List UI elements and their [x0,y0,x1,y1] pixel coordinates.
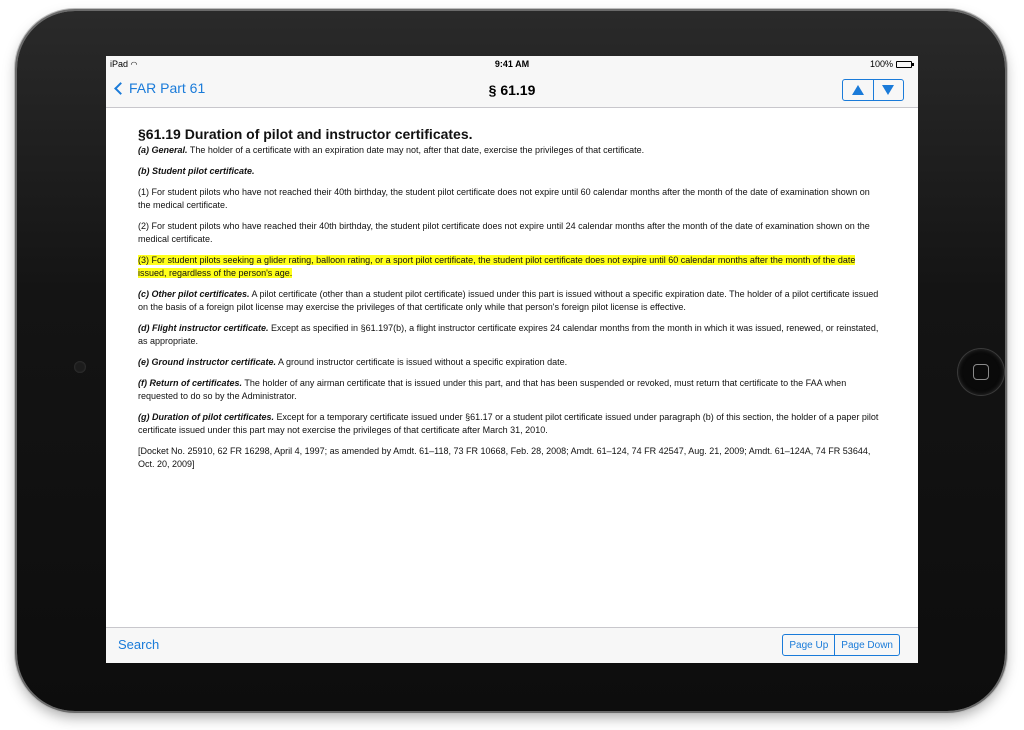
paragraph-d-text: Except as specified in §61.197(b), a flight instructor certificate expires 24 calendar months from the month in which it was issued, renewed, or reinstated, as appropriate. [138,323,879,346]
nav-bar [106,72,918,108]
wifi-icon: ◠ [130,60,138,69]
battery-icon [896,61,912,68]
paragraph-b2: (2) For student pilots who have reached their 40th birthday, the student pilot certificate does not expire until 24 calendar months after the month of the date of examination shown on the medical certificate. [138,221,870,244]
status-time: 9:41 AM [494,59,530,69]
camera-icon [74,361,86,373]
paragraph-b-label: (b) Student pilot certificate. [138,166,255,176]
arrow-down-icon [882,85,894,95]
page-up-button[interactable]: Page Up [783,635,834,655]
arrow-up-icon [852,85,864,95]
document-content [138,126,884,479]
bottom-toolbar [106,627,918,663]
paragraph-c-label: (c) Other pilot certificates. [138,289,250,299]
paragraph-a-text: The holder of a certificate with an expiration date may not, after that date, exercise the privileges of that certificate. [187,145,645,155]
paragraph-e-text: A ground instructor certificate is issued without a specific expiration date. [276,357,568,367]
paragraph-d-label: (d) Flight instructor certificate. [138,323,269,333]
paragraph-a [138,144,884,157]
highlighted-text: (3) For student pilots seeking a glider rating, balloon rating, or a sport pilot certificate, the student pilot certificate does not expire until 60 calendar months after the month of the date issued, regardless of the person's age. [138,255,856,278]
paragraph-b1: (1) For student pilots who have not reached their 40th birthday, the student pilot certificate does not expire until 60 calendar months after the month of the date of examination shown on the medical certificate. [138,187,870,210]
paragraph-b3 [138,254,884,280]
paragraph-e-label: (e) Ground instructor certificate. [138,357,277,367]
device-label: iPad [110,59,129,69]
status-bar [106,56,918,72]
paragraph-c-text: A pilot certificate (other than a student pilot certificate) issued under this part is issued without a specific expiration date. The holder of a pilot certificate issued on the basis of a foreign pilot license may exercise the privileges of that certificate only while that person's foreign pilot license is effective. [138,289,879,312]
page-title: § 61.19 [488,82,536,98]
paragraph-c [138,288,884,314]
back-button-label: FAR Part 61 [129,80,206,96]
search-button[interactable]: Search [118,637,160,652]
paragraph-e [138,356,884,369]
home-square-icon [973,364,989,380]
docket-citation: [Docket No. 25910, 62 FR 16298, April 4, 1997; as amended by Amdt. 61–118, 73 FR 10668, Feb. 28, 2008; Amdt. 61–124, 74 FR 42547, Aug. 21, 2009; Amdt. 61–124A, 74 FR 53644, Oct. 20, 2009] [138,446,871,469]
previous-section-button[interactable] [843,80,873,100]
next-section-button[interactable] [873,80,904,100]
paragraph-d [138,322,884,348]
section-heading: §61.19 Duration of pilot and instructor certificates. [138,126,473,142]
paragraph-f-label: (f) Return of certificates. [138,378,243,388]
section-nav-control [842,79,904,101]
paragraph-b [138,165,884,178]
paragraph-a-label: (a) General. [138,145,188,155]
screen [106,56,918,663]
paragraph-g [138,411,884,437]
paragraph-g-text: Except for a temporary certificate issued under §61.17 or a student pilot certificate issued under paragraph (b) of this section, the holder of a paper pilot certificate issued under this part may not exercise the privileges of that certificate after March 31, 2010. [138,412,879,435]
page-buttons [782,634,900,656]
home-button[interactable] [958,349,1004,395]
status-right [870,59,912,69]
paragraph-f-text: The holder of any airman certificate that is issued under this part, and that has been suspended or revoked, must return that certificate to the FAA when requested to do so by the Administrator. [138,378,847,401]
paragraph-f [138,377,884,403]
paragraph-g-label: (g) Duration of pilot certificates. [138,412,275,422]
page-down-button[interactable]: Page Down [834,635,899,655]
battery-percent: 100% [869,59,893,69]
